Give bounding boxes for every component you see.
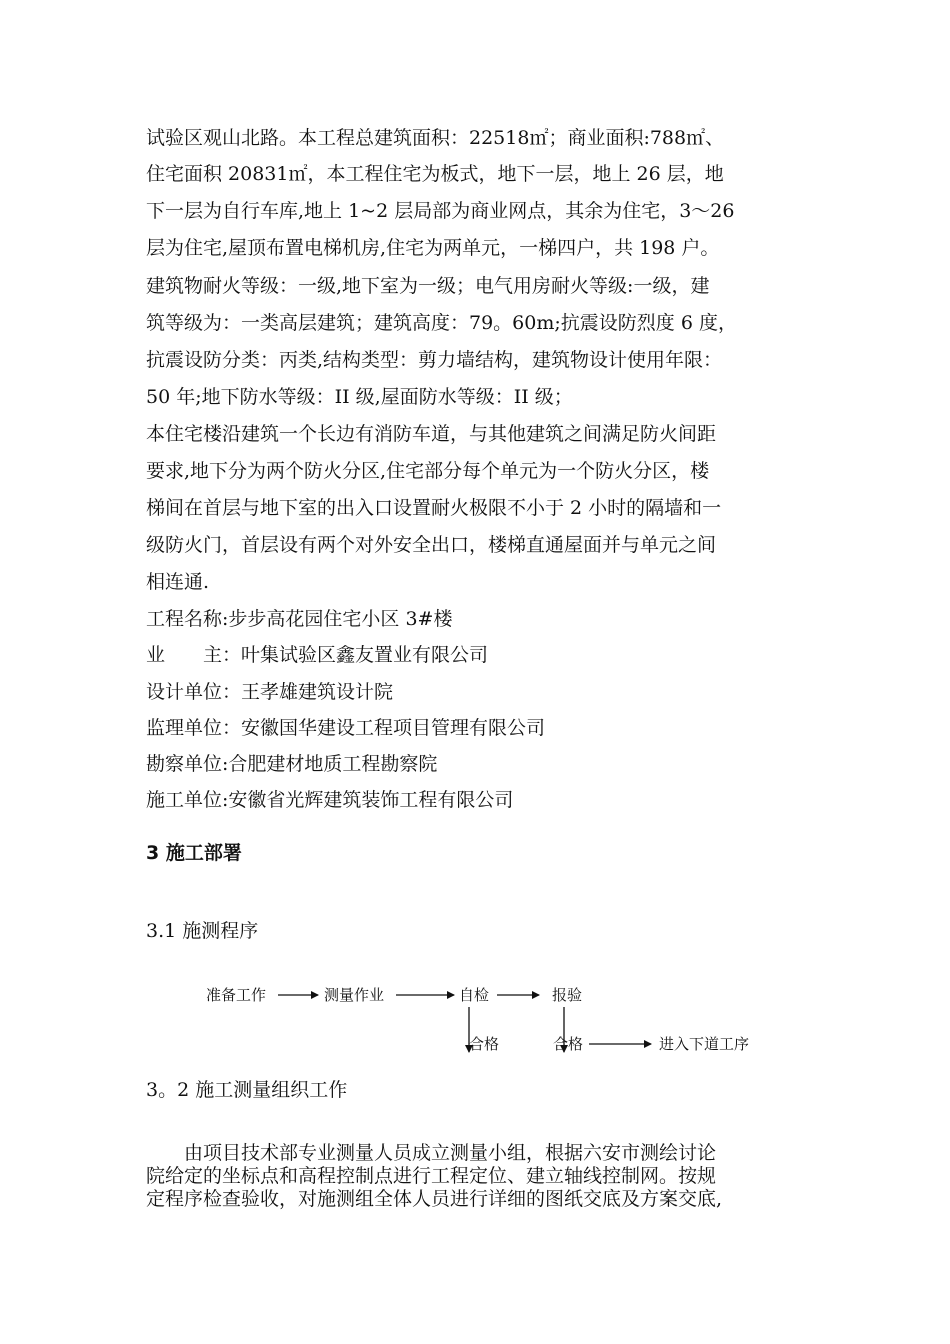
- flow-step-prepare: 准备工作: [206, 986, 267, 1004]
- flow-pass-2: 合格: [553, 1035, 584, 1053]
- body-text-line: 建筑物耐火等级：一级,地下室为一级；电气用房耐火等级:一级，建: [146, 275, 710, 297]
- body-text-line: 要求,地下分为两个防火分区,住宅部分每个单元为一个防火分区，楼: [146, 460, 710, 482]
- body-text-line: 50 年;地下防水等级：II 级,屋面防水等级：II 级；: [146, 386, 573, 408]
- section-3-1-heading: 3.1 施测程序: [146, 920, 259, 942]
- project-name: 工程名称:步步高花园住宅小区 3#楼: [146, 608, 453, 630]
- project-owner: 业 主：叶集试验区鑫友置业有限公司: [146, 644, 489, 666]
- project-surveyor: 勘察单位:合肥建材地质工程勘察院: [146, 753, 438, 775]
- project-contractor: 施工单位:安徽省光辉建筑装饰工程有限公司: [146, 789, 514, 811]
- flow-step-measure: 测量作业: [324, 986, 385, 1004]
- section-3-2-heading: 3。2 施工测量组织工作: [146, 1079, 348, 1101]
- project-designer: 设计单位：王孝雄建筑设计院: [146, 681, 394, 703]
- body-text-line: 院给定的坐标点和高程控制点进行工程定位、建立轴线控制网。按规: [146, 1165, 717, 1187]
- section-3-heading: 3 施工部署: [146, 842, 242, 864]
- body-text-line: 相连通.: [146, 571, 210, 593]
- body-text-line: 抗震设防分类：丙类,结构类型：剪力墙结构，建筑物设计使用年限：: [146, 349, 723, 371]
- flow-step-next: 进入下道工序: [659, 1035, 750, 1053]
- project-supervisor: 监理单位：安徽国华建设工程项目管理有限公司: [146, 717, 546, 739]
- body-text-line: 住宅面积 20831㎡，本工程住宅为板式，地下一层，地上 26 层，地: [146, 163, 724, 185]
- flow-step-selfcheck: 自检: [459, 986, 490, 1004]
- body-text-line: 试验区观山北路。本工程总建筑面积：22518㎡；商业面积:788㎡、: [146, 127, 725, 149]
- body-text-line: 梯间在首层与地下室的出入口设置耐火极限不小于 2 小时的隔墙和一: [146, 497, 722, 519]
- body-text-line: 本住宅楼沿建筑一个长边有消防车道，与其他建筑之间满足防火间距: [146, 423, 717, 445]
- body-text-line: 定程序检查验收，对施测组全体人员进行详细的图纸交底及方案交底,: [146, 1188, 723, 1210]
- body-text-line: 层为住宅,屋顶布置电梯机房,住宅为两单元，一梯四户，共 198 户。: [146, 237, 720, 259]
- flow-step-report: 报验: [552, 986, 583, 1004]
- flow-pass-1: 合格: [469, 1035, 500, 1053]
- body-text-line: 筑等级为：一类高层建筑；建筑高度：79。60m;抗震设防烈度 6 度，: [146, 312, 737, 334]
- body-text-line: 由项目技术部专业测量人员成立测量小组，根据六安市测绘讨论: [146, 1142, 717, 1164]
- body-text-line: 下一层为自行车库,地上 1~2 层局部为商业网点，其余为住宅，3～26: [146, 200, 735, 222]
- body-text-line: 级防火门，首层设有两个对外安全出口，楼梯直通屋面并与单元之间: [146, 534, 717, 556]
